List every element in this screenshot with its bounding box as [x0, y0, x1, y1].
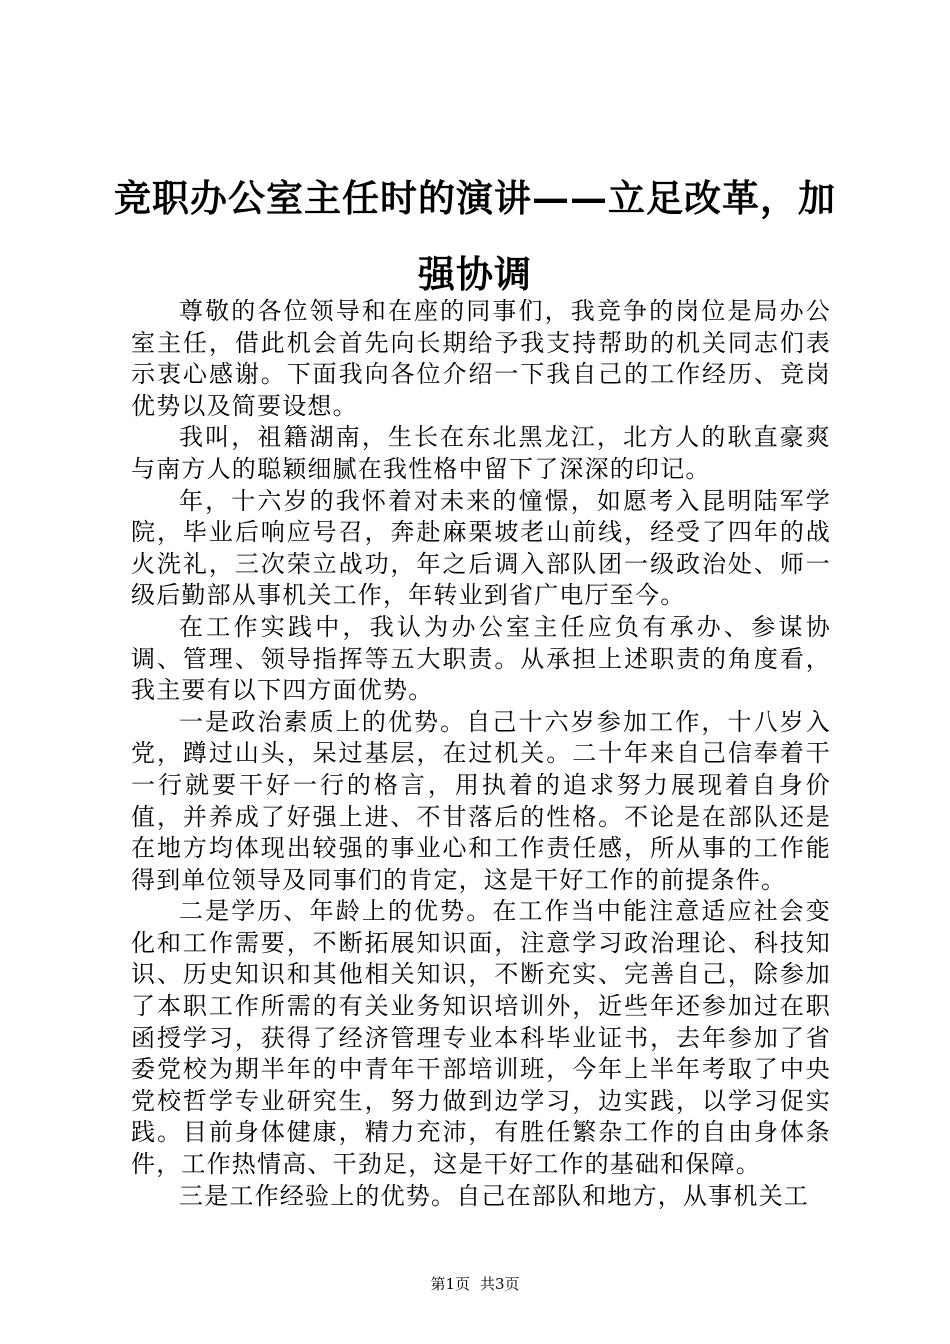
paragraph-advantage-education: 二是学历、年龄上的优势。在工作当中能注意适应社会变化和工作需要，不断拓展知识面，注意学习政治理论、科技知识、历史知识和其他相关知识，不断充实、完善自己，除参加了本职工作所需的有关业务知识培训外，近些年还参加过在职函授学习，获得了经济管理专业本科毕业证书，去年参加了省委党校为期半年的中青年干部培训班，今年上半年考取了中央党校哲学专业研究生，努力做到边学习，边实践，以学习促实践。目前身体健康，精力充沛，有胜任繁杂工作的自由身体条件，工作热情高、干劲足，这是干好工作的基础和保障。 [131, 897, 831, 1179]
page-number: 第1页 [430, 1275, 470, 1293]
page-total: 共3页 [480, 1275, 520, 1293]
document-body [131, 296, 831, 1212]
paragraph-introduction: 我叫，祖籍湖南，生长在东北黑龙江，北方人的耿直豪爽与南方人的聪颖细腻在我性格中留下了深深的印记。 [131, 423, 831, 483]
paragraph-advantage-political: 一是政治素质上的优势。自己十六岁参加工作，十八岁入党，蹲过山头，呆过基层，在过机关。二十年来自己信奉着干一行就要干好一行的格言，用执着的追求努力展现着自身价值，并养成了好强上进、不甘落后的性格。不论是在部队还是在地方均体现出较强的事业心和工作责任感，所从事的工作能得到单位领导及同事们的肯定，这是干好工作的前提条件。 [131, 707, 831, 894]
paragraph-advantage-experience: 三是工作经验上的优势。自己在部队和地方，从事机关工 [179, 1181, 809, 1210]
document-title: 竞职办公室主任时的演讲——立足改革，加强协调 [114, 176, 836, 296]
page-footer [0, 1274, 950, 1294]
paragraph-duties: 在工作实践中，我认为办公室主任应负有承办、参谋协调、管理、领导指挥等五大职责。从承担上述职责的角度看，我主要有以下四方面优势。 [131, 612, 831, 705]
paragraph-experience: 年，十六岁的我怀着对未来的憧憬，如愿考入昆明陆军学院，毕业后响应号召，奔赴麻栗坡老山前线，经受了四年的战火洗礼，三次荣立战功，年之后调入部队团一级政治处、师一级后勤部从事机关工作，年转业到省广电厅至今。 [131, 486, 831, 610]
paragraph-greeting: 尊敬的各位领导和在座的同事们，我竞争的岗位是局办公室主任，借此机会首先向长期给予我支持帮助的机关同志们表示衷心感谢。下面我向各位介绍一下我自己的工作经历、竞岗优势以及简要设想。 [131, 297, 831, 420]
